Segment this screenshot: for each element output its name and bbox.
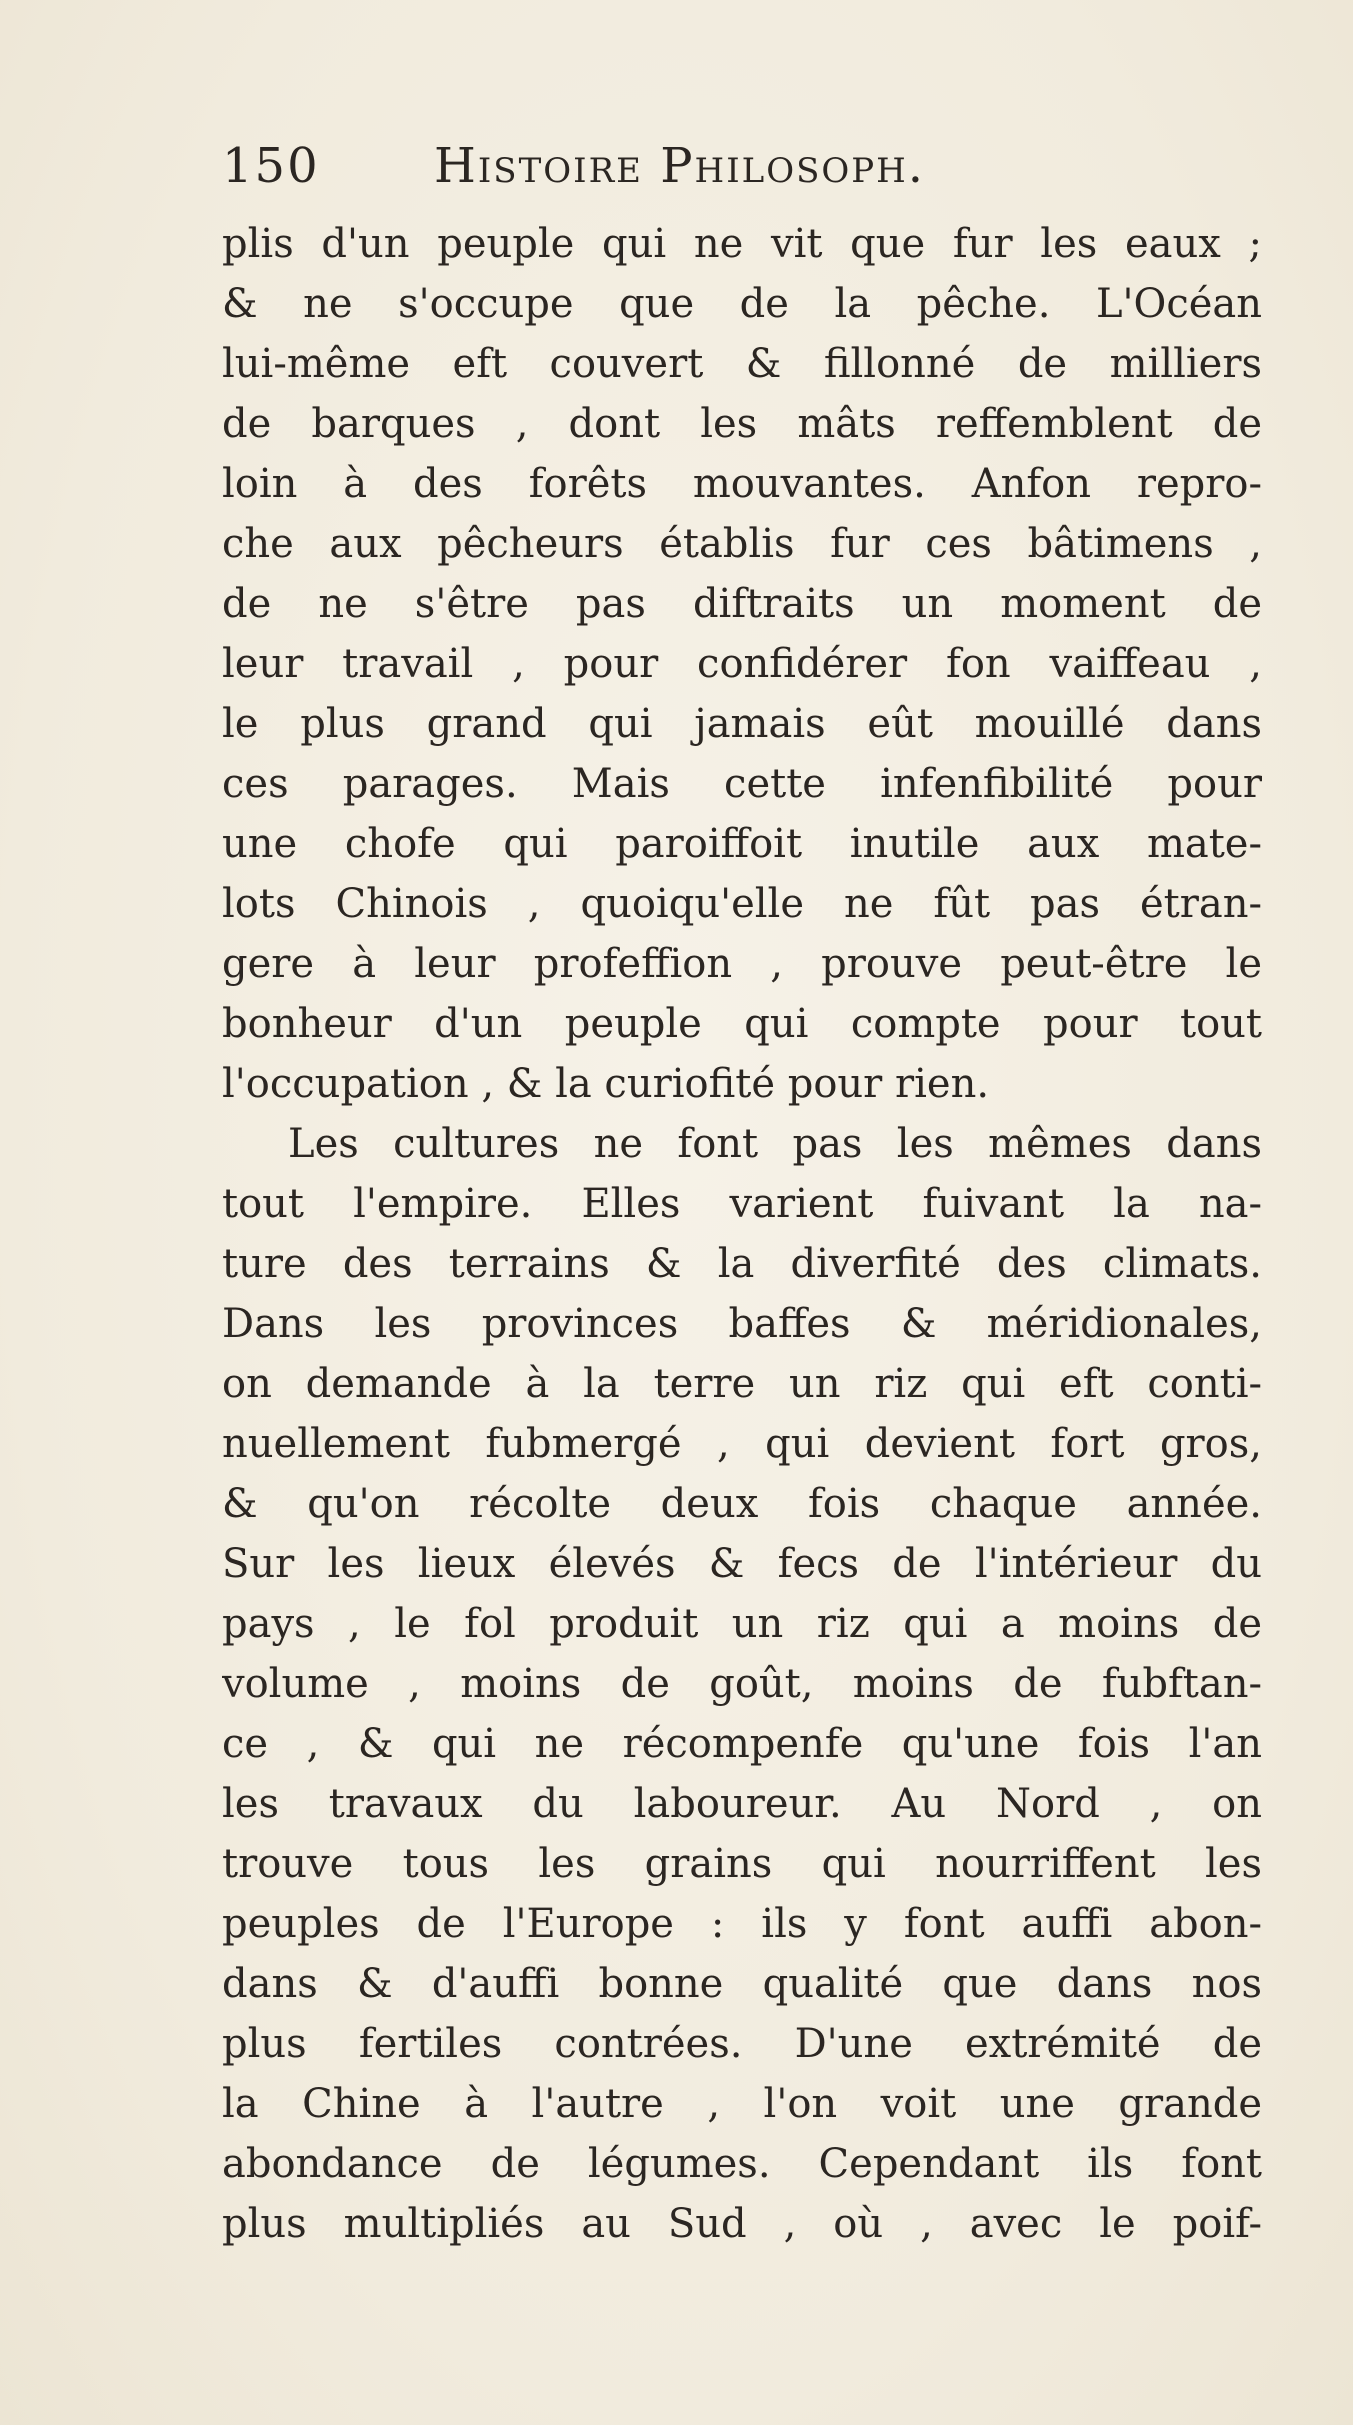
text-line: plus multipliés au Sud , où , avec le poif- — [222, 2201, 1262, 2247]
text-line: & ne s'occupe que de la pêche. L'Océan — [222, 281, 1262, 327]
page-header — [222, 138, 1262, 208]
page-number: 150 — [222, 138, 320, 194]
text-line: de ne s'être pas diftraits un moment de — [222, 581, 1262, 627]
text-line: on demande à la terre un riz qui eft conti- — [222, 1361, 1262, 1407]
text-line: pays , le fol produit un riz qui a moins de — [222, 1601, 1262, 1647]
text-line: & qu'on récolte deux fois chaque année. — [222, 1481, 1262, 1527]
text-line: l'occupation , & la curiofité pour rien. — [222, 1061, 990, 1107]
text-line: la Chine à l'autre , l'on voit une grande — [222, 2081, 1262, 2127]
text-line: bonheur d'un peuple qui compte pour tout — [222, 1001, 1262, 1047]
text-line: ce , & qui ne récompenfe qu'une fois l'an — [222, 1721, 1262, 1767]
running-title: Histoire Philosoph. — [434, 138, 926, 194]
text-line: lui-même eft couvert & fillonné de milliers — [222, 341, 1262, 387]
text-line: Les cultures ne font pas les mêmes dans — [288, 1121, 1262, 1167]
text-line: les travaux du laboureur. Au Nord , on — [222, 1781, 1262, 1827]
text-line: abondance de légumes. Cependant ils font — [222, 2141, 1262, 2187]
text-line: loin à des forêts mouvantes. Anfon repro- — [222, 461, 1262, 507]
text-line: peuples de l'Europe : ils y font auffi abon- — [222, 1901, 1262, 1947]
text-line: lots Chinois , quoiqu'elle ne fût pas étran- — [222, 881, 1262, 927]
text-line: tout l'empire. Elles varient fuivant la na- — [222, 1181, 1262, 1227]
text-line: trouve tous les grains qui nourriffent les — [222, 1841, 1262, 1887]
text-line: de barques , dont les mâts reffemblent de — [222, 401, 1262, 447]
text-line: nuellement fubmergé , qui devient fort gros, — [222, 1421, 1262, 1467]
text-line: leur travail , pour confidérer fon vaiffeau , — [222, 641, 1262, 687]
text-line: ces parages. Mais cette infenfibilité pour — [222, 761, 1262, 807]
body-text — [222, 214, 1262, 2254]
text-line: plus fertiles contrées. D'une extrémité de — [222, 2021, 1262, 2067]
text-line: Sur les lieux élevés & fecs de l'intérieur du — [222, 1541, 1262, 1587]
text-line: plis d'un peuple qui ne vit que fur les eaux ; — [222, 221, 1262, 267]
text-line: gere à leur profeffion , prouve peut-être le — [222, 941, 1262, 987]
text-line: une chofe qui paroiffoit inutile aux mate- — [222, 821, 1262, 867]
text-line: le plus grand qui jamais eût mouillé dans — [222, 701, 1262, 747]
text-line: volume , moins de goût, moins de fubftan- — [222, 1661, 1262, 1707]
text-line: Dans les provinces baffes & méridionales, — [222, 1301, 1262, 1347]
text-line: che aux pêcheurs établis fur ces bâtimens , — [222, 521, 1262, 567]
text-line: dans & d'auffi bonne qualité que dans nos — [222, 1961, 1262, 2007]
text-line: ture des terrains & la diverfité des climats. — [222, 1241, 1262, 1287]
